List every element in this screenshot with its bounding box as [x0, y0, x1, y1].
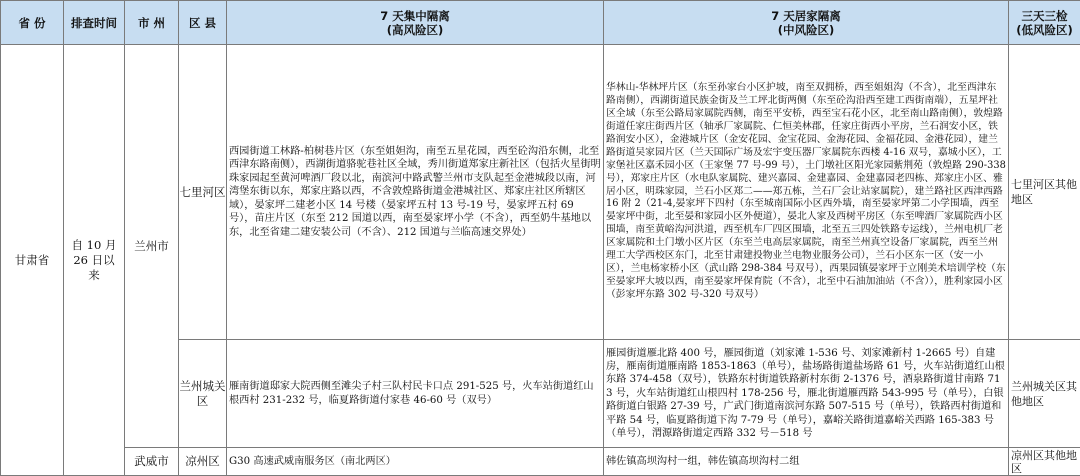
- low-risk-cell: 凉州区其他地区: [1009, 448, 1080, 476]
- mid-risk-cell: 韩佐镇高坝沟村一组，韩佐镇高坝沟村二组: [604, 448, 1009, 476]
- header-high-risk-title: 7 天集中隔离: [227, 9, 603, 23]
- low-risk-cell: 七里河区其他地区: [1009, 45, 1080, 340]
- city-cell: 兰州市: [125, 45, 179, 448]
- header-province: 省 份: [1, 1, 64, 45]
- high-risk-cell: G30 高速武威南服务区（南北两区）: [227, 448, 604, 476]
- check-time-cell: 自 10 月 26 日以来: [64, 45, 125, 476]
- header-mid-risk-title: 7 天居家隔离: [604, 9, 1008, 23]
- mid-risk-cell: 雁园街道雁北路 400 号，雁园街道（刘家滩 1-536 号、刘家滩新村 1-2665 号）自建房，雁南街道雁南路 1853-1863（单号），盐场路街道盐场路 61 号，火车站街道红山根东路 374-458（双号），铁路东村街道铁路新村东街 2-1376 号，酒泉路街道甘南路 713 号，火车站街道红山根四村 178-256 号，雁北街道雁西路 543-995 号（单号），白银路街道白银路 27-39 号，广武门街道南滨河东路 507-515 号（单号），铁路西村街道和平路 54 号，临夏路街道下沟 7-79 号（单号），嘉峪关路街道嘉峪关西路 165-383 号（单号），渭源路街道定西路 332 号－518 号: [604, 340, 1009, 448]
- header-low-risk-sub: (低风险区): [1009, 23, 1080, 37]
- header-low-risk: [1009, 1, 1080, 45]
- high-risk-cell: 西园街道工林路-柏树巷片区（东至姐妲沟，南至五星花园，西至砼沟沿东侧，北至西津东路南侧），西湖街道骆驼巷社区全域，秀川街道郑家庄新社区（包括火星街明珠家园起至黄河啤酒厂段以北，南滨河中路武警兰州市支队起至金港城段以南，河湾堡东街以东，郑家庄路以西，不含敦煌路街道金港城社区、郑家庄社区所辖区域），晏家坪二建老小区 14 号楼（晏家坪五村 13 号-19 号，晏家坪五村 69 号），苗庄片区（东至 212 国道以西，南至晏家坪小学（不含），西至奶牛基地以东，北至省建二建安装公司（不含）、212 国道与兰临高速交界处）: [227, 45, 604, 340]
- table-row: [1, 45, 1080, 340]
- header-mid-risk-sub: (中风险区): [604, 23, 1008, 37]
- high-risk-cell: 雁南街道邸家大院西侧至滩尖子村三队村民卡口点 291-525 号，火车站街道红山根西村 231-232 号，临夏路街道付家巷 46-60 号（双号）: [227, 340, 604, 448]
- header-row: [1, 1, 1080, 45]
- district-cell: 七里河区: [179, 45, 227, 340]
- header-city: 市 州: [125, 1, 179, 45]
- district-cell: 兰州城关区: [179, 340, 227, 448]
- header-high-risk: [227, 1, 604, 45]
- mid-risk-cell: 华林山-华林坪片区（东至孙家台小区护坡，南至双拥桥，西至姐姐沟（不含），北至西津东路南侧），西湖街道民族金街及兰工坪北街两侧（东至砼沟沿西至建工西街南端），五星坪社区全域（东至公路局家属院西侧，南至平安桥，西至宝石花小区，北至南山路南侧），敦煌路街道任家庄街西片区（轴承厂家属院、仁恒美林郡，任家庄街西小平房，兰石润安小区，铁路润安小区），金港城片区（金安花园、金宝花园、金海花园、金福花园、金港花园），建兰路街道吴家园片区（兰天国际广场及宏宇变压器厂家属院东西楼 4-16 双号，嘉城小区），工家堡社区嘉禾园小区（王家堡 77 号-99 号），土门墩社区阳光家园紫荆苑（敦煌路 290-338 号），郑家庄片区（水电队家属院、建兴嘉园、金建嘉园、金建嘉园老四栋、郑家庄小区、雅居小区，明珠家园，兰石小区郑二——郑五栋，兰石厂会让站家属院），建兰路社区西津西路 16 附 2（21-4,晏家坪下四村（东至城南国际小区西外墙，南至晏家坪第二小学围墙，西至晏家坪中街，北至晏和家园小区外便道），晏北人家及西树平房区（东至啤酒厂家属院西小区围墙，南至黄峪沟河洪道，西至机车厂四区围墙，北至五三四处铁路专运线），兰州电机厂老区家属院和土门墩小区片区（东至兰电高层家属院，南至兰州真空设备厂家属院，西至兰州理工大学西校区东门，北至甘肃建投物业兰电物业服务公司），兰石小区东一区（安一小区），兰电杨家桥小区（武山路 298-384 号双号），西果园镇晏家坪于立刚美术培训学校（东至晏家坪大坡以西，南至晏家坪保育院（不含），北至中石油加油站（不含）），胜利家园小区（彭家坪东路 302 号-320 号双号）: [604, 45, 1009, 340]
- header-mid-risk: [604, 1, 1009, 45]
- header-low-risk-title: 三天三检: [1009, 9, 1080, 23]
- table-row: [1, 448, 1080, 476]
- district-cell: 凉州区: [179, 448, 227, 476]
- header-high-risk-sub: (高风险区): [227, 23, 603, 37]
- header-check-time: 排查时间: [64, 1, 125, 45]
- city-cell: 武威市: [125, 448, 179, 476]
- low-risk-cell: 兰州城关区其他地区: [1009, 340, 1080, 448]
- header-district: 区 县: [179, 1, 227, 45]
- province-cell: 甘肃省: [1, 45, 64, 476]
